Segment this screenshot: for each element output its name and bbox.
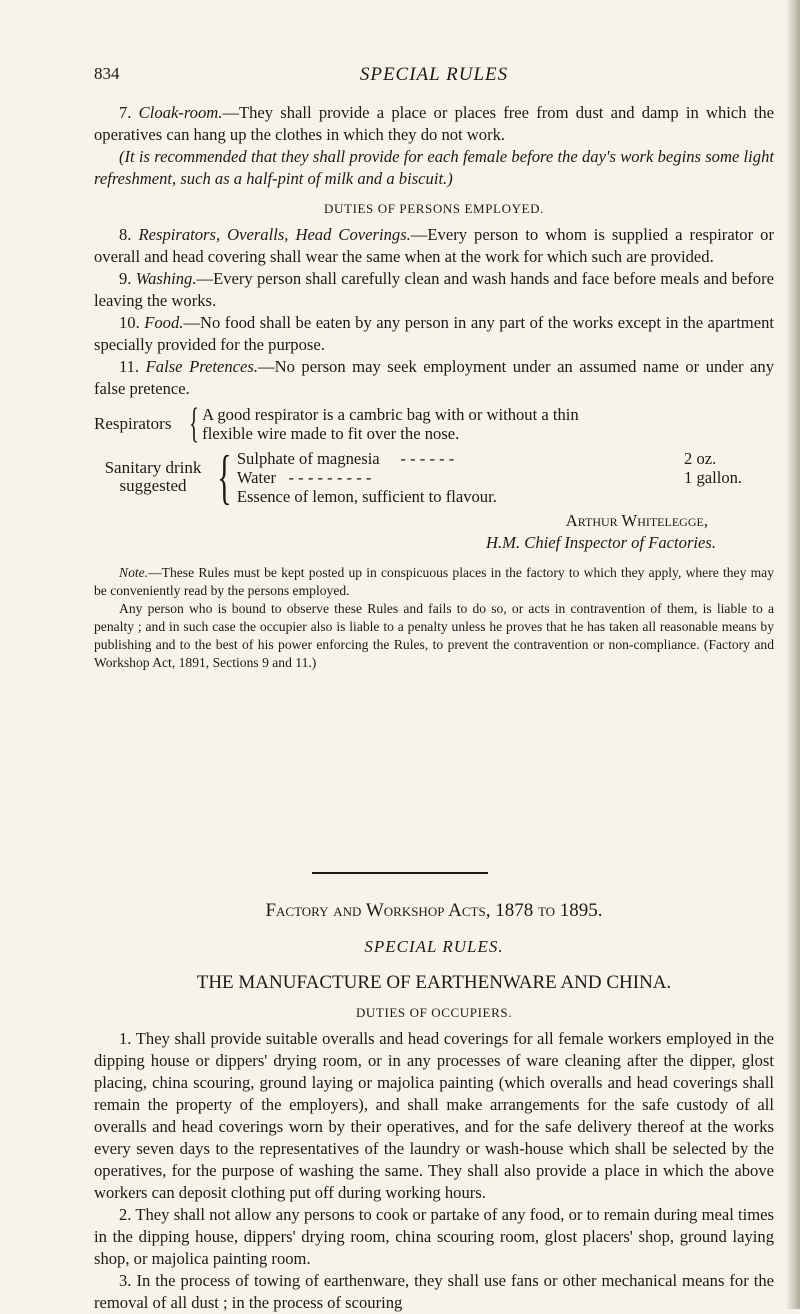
rule-7: 7. Cloak-room.—They shall provide a place or places free from dust and damp in which the operatives can hang up the clothes in which they do not work. xyxy=(94,103,774,144)
section-divider xyxy=(312,872,488,874)
rule-10: 10. Food.—No food shall be eaten by any person in any part of the works except in the apartment specially provided for the purpose. xyxy=(94,313,774,354)
act-heading: Factory and Workshop Acts, 1878 to 1895. xyxy=(265,900,603,921)
respirators-line-2: flexible wire made to fit over the nose. xyxy=(202,424,460,443)
sanitary-item-sulphate: Sulphate of magnesia - - - - - - 2 oz. xyxy=(236,448,717,468)
brace-icon: { xyxy=(217,444,232,510)
duties-employed-heading: DUTIES OF PERSONS EMPLOYED. xyxy=(324,201,544,216)
sanitary-label-line-1: Sanitary drink xyxy=(104,458,202,477)
special-rules-heading: SPECIAL RULES. xyxy=(364,937,504,956)
upper-text-block xyxy=(94,102,774,672)
respirators-line-1: A good respirator is a cambric bag with or without a thin xyxy=(202,405,579,424)
page-header xyxy=(94,64,774,94)
duties-occupiers-heading: DUTIES OF OCCUPIERS. xyxy=(355,1005,513,1020)
note-block xyxy=(94,564,774,672)
rule-8: 8. Respirators, Overalls, Head Coverings.—Every person to whom is supplied a respirator or overall and head covering shall wear the same when at the work for which such are provided. xyxy=(94,225,774,266)
running-head: SPECIAL RULES xyxy=(359,64,509,85)
respirators-note xyxy=(94,401,774,447)
occupier-rule-1: 1. They shall provide suitable overalls and head coverings for all female workers employed in the dipping house or dippers' drying room, or in any processes of ware cleaning after the dipper, glost placing, china scouring, ground laying or majolica painting (which overalls and head coverings shall remain the property of the employers), and shall make arrangements for the safe custody of all overalls and head coverings worn by their operatives, and for the safe delivery thereof at the works every seven days to the representatives of the laundry or wash-house which shall be selected by the operatives, for the purpose of washing the same. They shall also provide a place in which the above workers can deposit clothing put off during working hours. xyxy=(94,1029,774,1202)
rule-7-recommendation: (It is recommended that they shall provide for each female before the day's work begins some light refreshment, such as a half-pint of milk and a biscuit.) xyxy=(94,147,774,188)
occupier-rule-2: 2. They shall not allow any persons to cook or partake of any food, or to remain during meal times in the dipping house, dippers' drying room, china scouring room, glost placers' shop, ground laying shop, or majolica painting room. xyxy=(94,1205,774,1268)
sanitary-item-water: Water - - - - - - - - - 1 gallon. xyxy=(236,467,743,487)
respirators-label: Respirators xyxy=(94,414,172,433)
sanitary-label-line-2: suggested xyxy=(119,476,187,495)
brace-icon: { xyxy=(189,401,200,447)
rule-9: 9. Washing.—Every person shall carefully clean and wash hands and face before meals and before leaving the works. xyxy=(94,269,774,310)
note-para-1: Note.—These Rules must be kept posted up in conspicuous places in the factory to which they apply, where they may be conveniently read by the persons employed. xyxy=(94,565,774,598)
note-para-2: Any person who is bound to observe these Rules and fails to do so, or acts in contravention of them, is liable to a penalty ; and in such case the occupier also is liable to a penalty unless he proves that he has taken all reasonable means by publishing and to the best of his power enforcing the Rules, to prevent the contravention or non-compliance. (Factory and Workshop Act, 1891, Sections 9 and 11.) xyxy=(94,601,774,670)
rule-11: 11. False Pretences.—No person may seek employment under an assumed name or under any false pretence. xyxy=(94,357,774,398)
sanitary-item-essence: Essence of lemon, sufficient to flavour. xyxy=(236,486,497,506)
page-number: 834 xyxy=(94,64,120,83)
lower-text-block xyxy=(94,900,774,1314)
sanitary-drink-note xyxy=(94,444,774,510)
manufacture-heading: THE MANUFACTURE OF EARTHENWARE AND CHINA. xyxy=(196,972,672,993)
page-edge-shadow xyxy=(786,0,800,1309)
occupier-rule-3: 3. In the process of towing of earthenware, they shall use fans or other mechanical means for the removal of all dust ; in the process of scouring xyxy=(94,1271,774,1312)
signature-title: H.M. Chief Inspector of Factories. xyxy=(486,533,716,552)
signature-name: Arthur Whitelegge, xyxy=(565,511,708,530)
